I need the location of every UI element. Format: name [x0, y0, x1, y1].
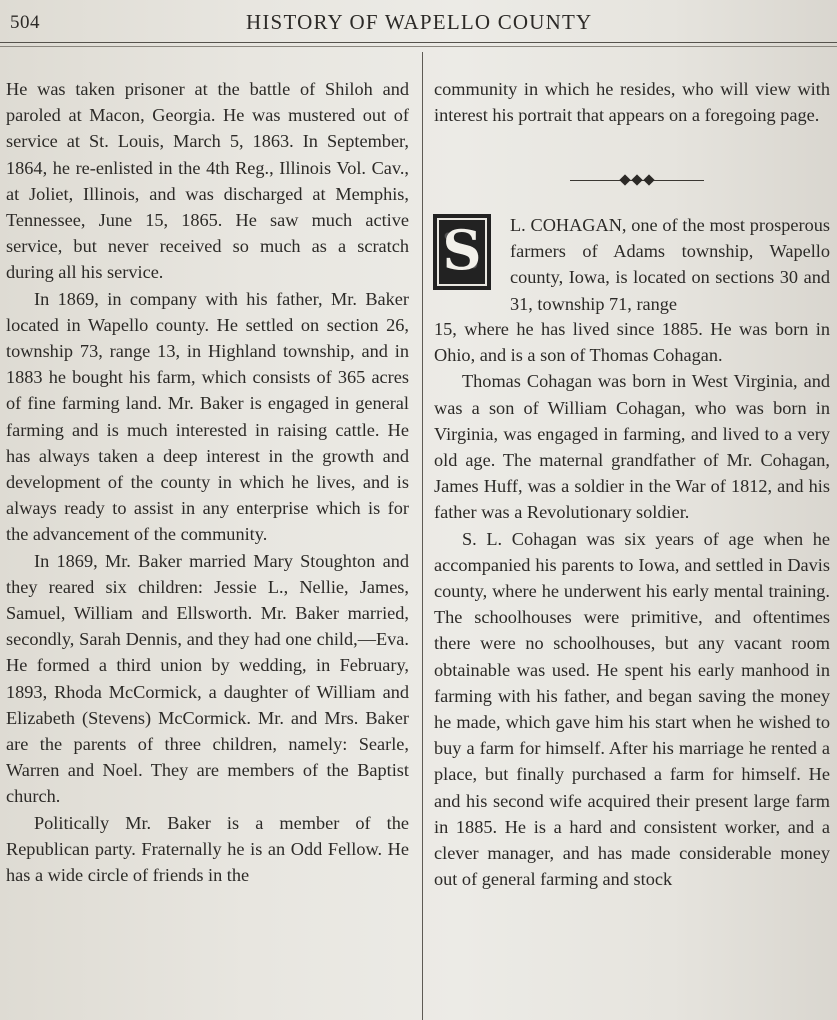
right-continued-text: 15, where he has lived since 1885. He was born in Ohio, and is a son of Thomas Cohagan.: [434, 319, 830, 366]
separator-diamond-icon: [619, 174, 630, 185]
right-column-body: [434, 316, 830, 892]
left-paragraph-1: He was taken prisoner at the battle of Shiloh and paroled at Macon, Georgia. He was mustered out of service at St. Louis, March 5, 1863. In September, 1864, he re-enlisted in the 4th Reg., Illinois Vol. Cav., at Joliet, Illinois, and was discharged at Memphis, Tennessee, June 15, 1865. He saw much active service, but never received so much as a scratch during all his service.: [6, 79, 409, 283]
biography-lead-text: L. COHAGAN, one of the most prosperous farmers of Adams township, Wapello county, Iowa, is located on sections 30 and 31, township 71, range: [510, 215, 830, 314]
section-separator-ornament: [570, 176, 704, 186]
header-rule-secondary: [0, 46, 837, 47]
drop-cap-letter: S: [442, 218, 482, 282]
right-paragraph-1: Thomas Cohagan was born in West Virginia, and was a son of William Cohagan, who was born in Virginia, was engaged in farming, and lived to a very old age. The maternal grandfather of Mr. Cohagan, James Huff, was a soldier in the War of 1812, and his father was a Revolutionary soldier.: [434, 371, 830, 523]
left-paragraph-4: Politically Mr. Baker is a member of the Republican party. Fraternally he is an Odd Fellow. He has a wide circle of friends in the: [6, 812, 409, 886]
column-divider: [422, 52, 423, 1020]
separator-diamond-icon: [643, 174, 654, 185]
drop-cap: [433, 214, 491, 290]
drop-cap-frame: [437, 218, 487, 286]
separator-diamond-icon: [631, 174, 642, 185]
right-column-opening: [434, 76, 830, 128]
left-paragraph-3: In 1869, Mr. Baker married Mary Stoughton and they reared six children: Jessie L., Nellie, James, Samuel, William and Ellsworth. Mr. Baker married, secondly, Sarah Dennis, and they had one child,—Eva. He formed a third union by wedding, in February, 1893, Rhoda McCormick, a daughter of William and Elizabeth (Stevens) McCormick. Mr. and Mrs. Baker are the parents of three children, namely: Searle, Warren and Noel. They are members of the Baptist church.: [6, 550, 409, 807]
running-head: HISTORY OF WAPELLO COUNTY: [246, 10, 593, 34]
right-opening-paragraph: community in which he resides, who will view with interest his portrait that appears on a foregoing page.: [434, 79, 830, 126]
page-number: 504: [10, 12, 40, 33]
left-paragraph-2: In 1869, in company with his father, Mr. Baker located in Wapello county. He settled on section 26, township 73, range 13, in Highland township, and in 1883 he bought his farm, which consists of 365 acres of fine farming land. Mr. Baker is engaged in general farming and is much interested in raising cattle. He has always taken a deep interest in the growth and development of the county in which he lives, and is always ready to assist in any enterprise which is for the advancement of the community.: [6, 288, 409, 545]
header-rule: [0, 42, 837, 43]
page-header: [0, 8, 837, 36]
left-column: [6, 76, 409, 888]
right-paragraph-2: S. L. Cohagan was six years of age when he accompanied his parents to Iowa, and settled in Davis county, where he underwent his early mental training. The schoolhouses were primitive, and oftentimes there were no schoolhouses, but any vacant room obtainable was used. He spent his early manhood in farming with his father, and began saving the money he made, which gave him his start when he wished to buy a farm for himself. After his marriage he rented a place, but finally purchased a farm for himself. He and his second wife acquired their present large farm in 1885. He is a hard and consistent worker, and a clever manager, and has made considerable money out of general farming and stock: [434, 528, 830, 890]
biography-lead: [510, 212, 830, 317]
